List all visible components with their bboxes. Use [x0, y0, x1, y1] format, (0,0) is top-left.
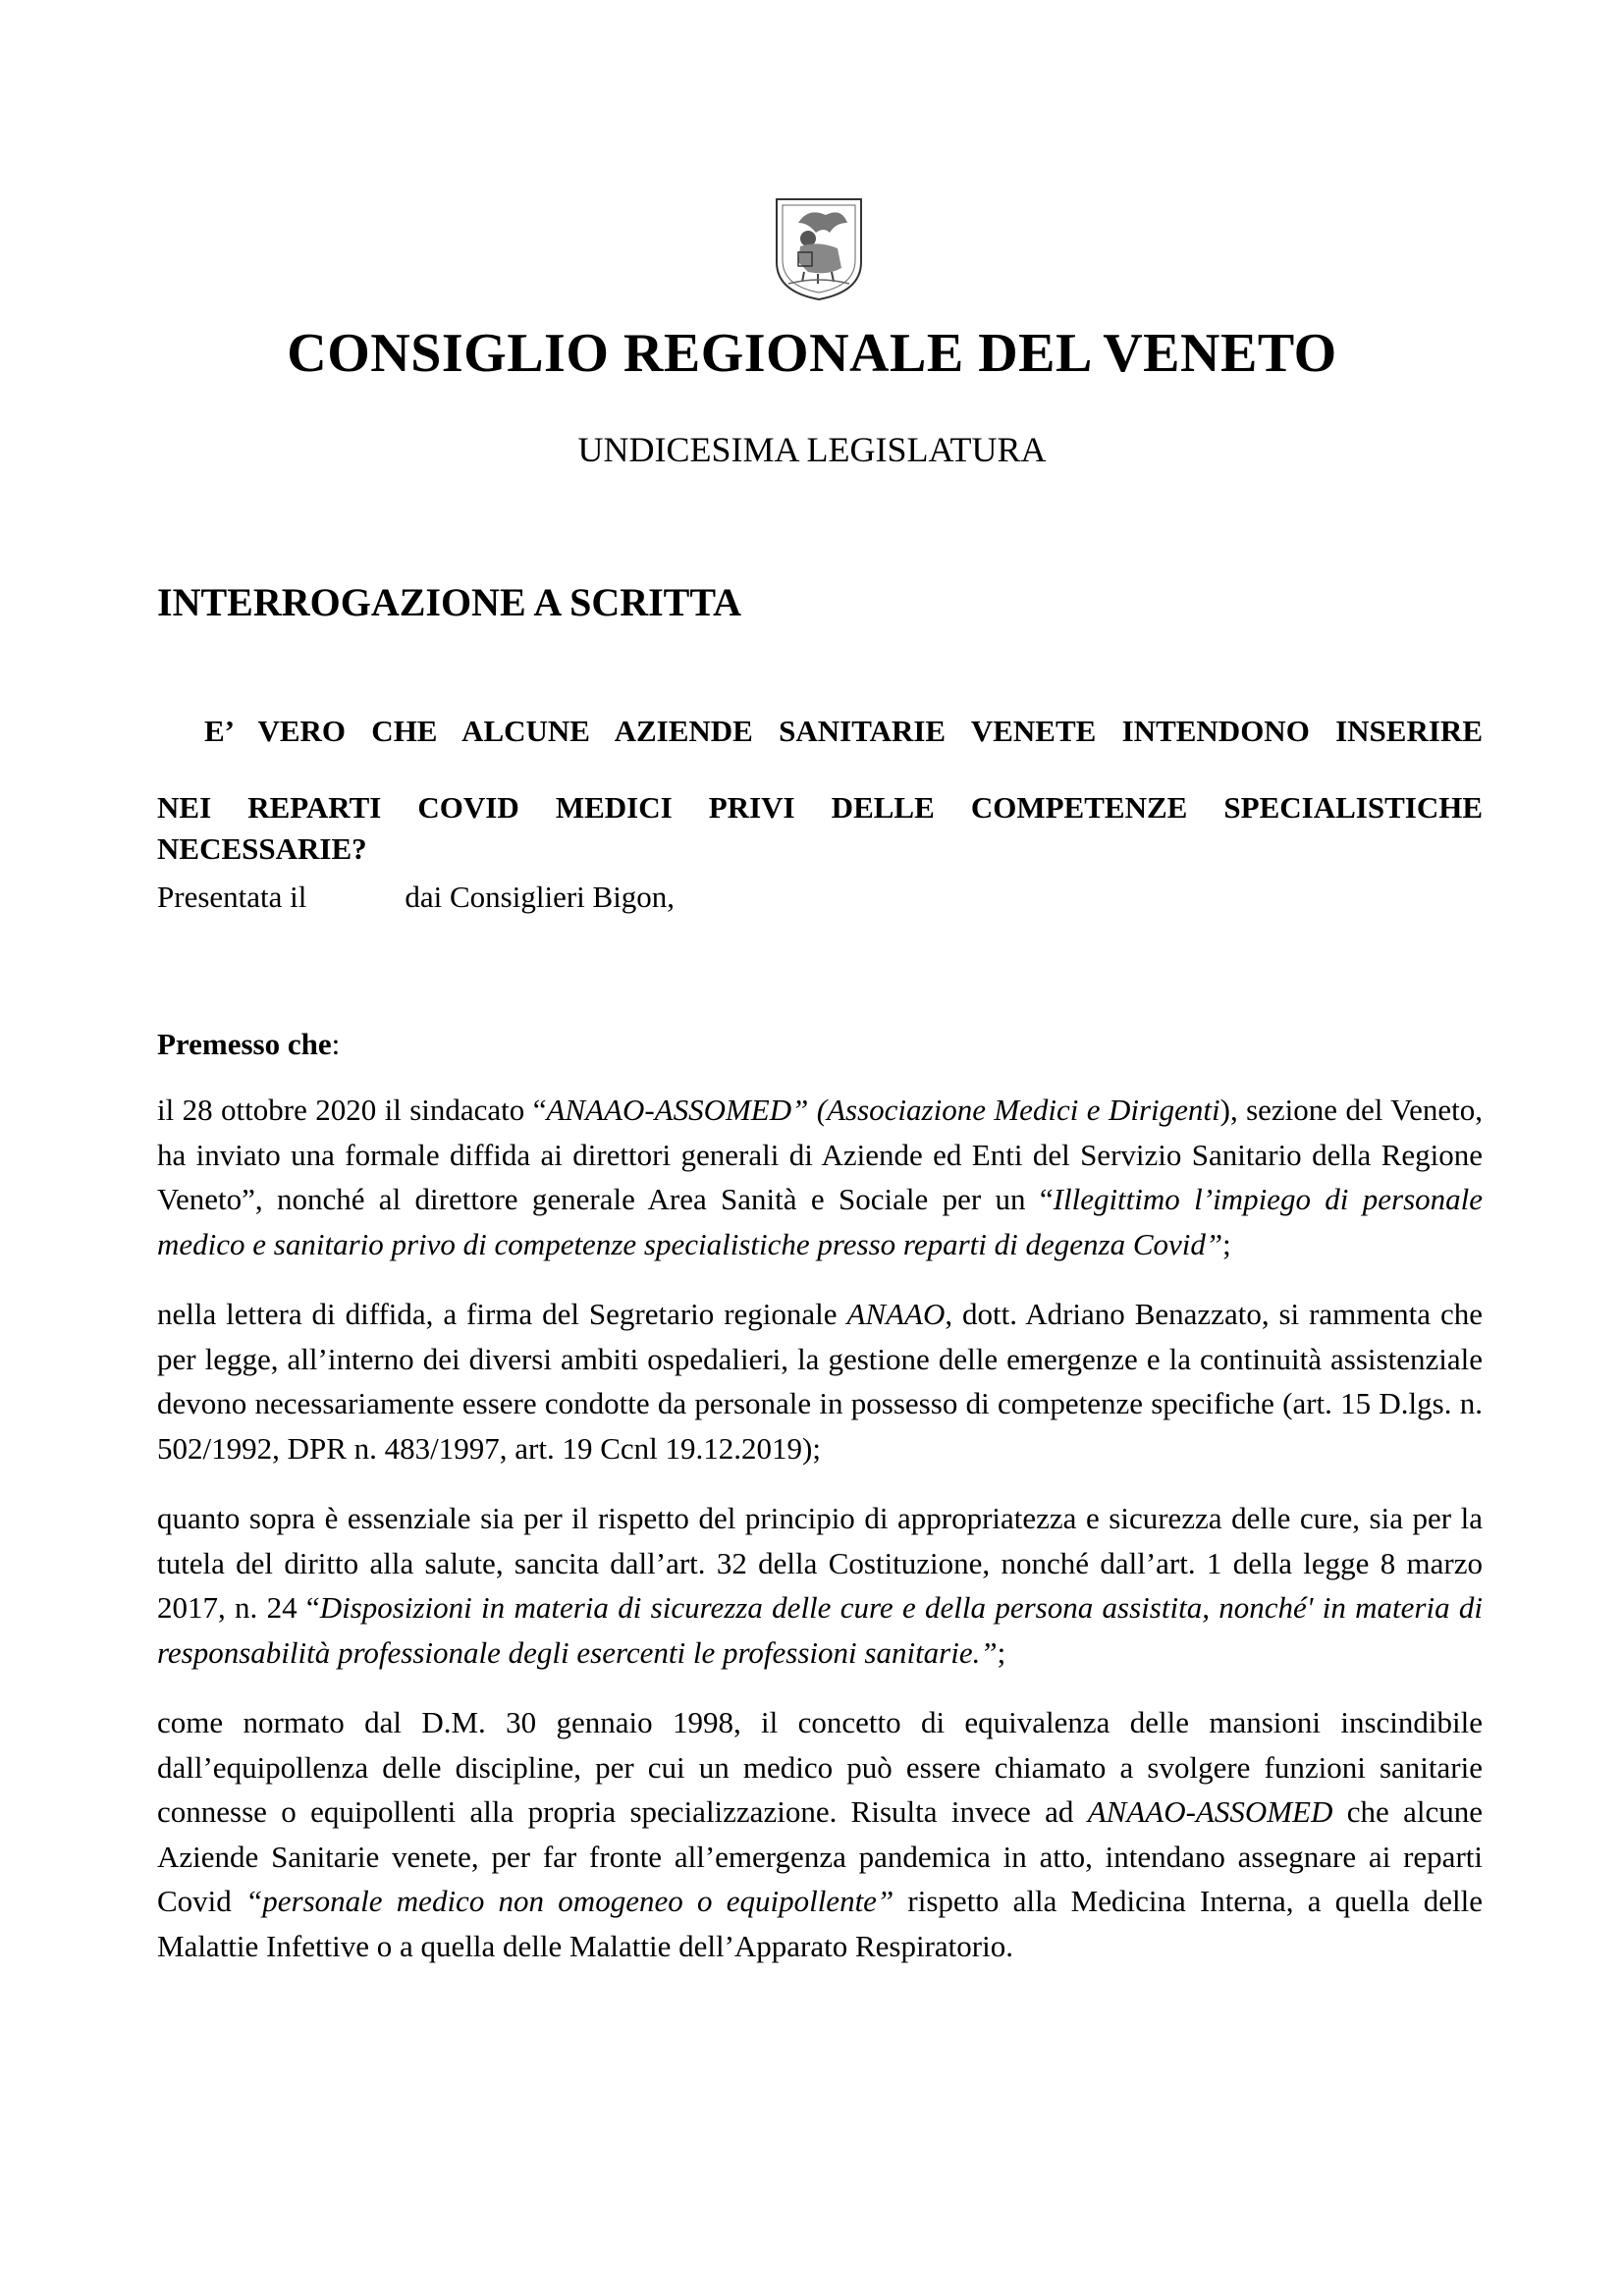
p4-italic-d: “personale medico non omogeneo o equipollente”	[245, 1884, 894, 1918]
legislature-subtitle: UNDICESIMA LEGISLATURA	[577, 430, 1047, 469]
p1-text-a: il 28 ottobre 2020 il sindacato “	[157, 1093, 547, 1127]
paragraph-3	[157, 1496, 1483, 1675]
p4-text-c: che alcune Aziende Sanitarie venete, per far fronte all’emergenza pandemica in atto, intendano assegnare ai reparti Covid	[157, 1794, 1483, 1918]
paragraph-1	[157, 1088, 1483, 1266]
presented-label: Presentata il	[157, 880, 307, 914]
document-body	[157, 1088, 1483, 1994]
p1-text-c: ), sezione del Veneto, ha inviato una formale diffida ai direttori generali di Aziende ed Enti del Servizio Sanitario della Regione Veneto”, nonché al direttore generale Area Sanità e Sociale per un “	[157, 1093, 1483, 1216]
paragraph-2	[157, 1292, 1483, 1470]
p2-italic-b: ANAAO	[846, 1297, 946, 1331]
p2-text-c: , dott. Adriano Benazzato, si rammenta che per legge, all’interno dei diversi ambiti ospedalieri, la gestione delle emergenze e la continuità assistenziale devono necessariamente essere condotte da personale in possesso di competenze specifiche (art. 15 D.lgs. n. 502/1992, DPR n. 483/1997, art. 19 Ccnl 19.12.2019);	[157, 1297, 1483, 1466]
subject-line-3: NECESSARIE?	[157, 831, 367, 866]
document-subject	[157, 711, 1483, 870]
venetian-lion-crest-icon	[769, 193, 869, 303]
premesso-heading	[157, 1027, 340, 1062]
presented-line	[157, 880, 675, 915]
p4-italic-b: ANAAO-ASSOMED	[1087, 1794, 1333, 1829]
p4-text-e: rispetto alla Medicina Interna, a quella delle Malattie Infettive o a quella delle Malattie dell’Apparato Respiratorio.	[157, 1884, 1483, 1963]
premesso-colon: :	[331, 1027, 341, 1061]
p3-text-c: ;	[997, 1634, 1006, 1670]
document-type-heading: INTERROGAZIONE A SCRITTA	[157, 580, 741, 624]
premesso-label: Premesso che	[157, 1027, 332, 1061]
organization-title: CONSIGLIO REGIONALE DEL VENETO	[287, 323, 1337, 384]
p4-text-a: come normato dal D.M. 30 gennaio 1998, il concetto di equivalenza delle mansioni inscindibile dall’equipollenza delle discipline, per cui un medico può essere chiamato a svolgere funzioni sanitarie connesse o equipollenti alla propria specializzazione. Risulta invece ad	[157, 1705, 1483, 1829]
p1-text-e: ;	[1222, 1226, 1231, 1261]
presented-by: dai Consiglieri Bigon,	[405, 880, 676, 914]
paragraph-4	[157, 1700, 1483, 1968]
p2-text-a: nella lettera di diffida, a firma del Segretario regionale	[157, 1297, 847, 1331]
subject-line-1: E’ VERO CHE ALCUNE AZIENDE SANITARIE VENETE INTENDONO INSERIRE	[204, 714, 1483, 748]
p3-text-a: quanto sopra è essenziale sia per il rispetto del principio di appropriatezza e sicurezza delle cure, sia per la tutela del diritto alla salute, sancita dall’art. 32 della Costituzione, nonché dall’art. 1 della legge 8 marzo 2017, n. 24 “	[157, 1501, 1483, 1625]
p1-italic-d: Illegittimo l’impiego di personale medico e sanitario privo di competenze specialistiche presso reparti di degenza Covid”	[157, 1182, 1484, 1261]
subject-line-2: NEI REPARTI COVID MEDICI PRIVI DELLE COMPETENZE SPECIALISTICHE	[157, 790, 1483, 825]
p1-italic-b: ANAAO-ASSOMED” (Associazione Medici e Dirigenti	[546, 1093, 1220, 1127]
p3-italic-b: Disposizioni in materia di sicurezza delle cure e della persona assistita, nonché' in materia di responsabilità professionale degli esercenti le professioni sanitarie.”	[157, 1590, 1483, 1670]
